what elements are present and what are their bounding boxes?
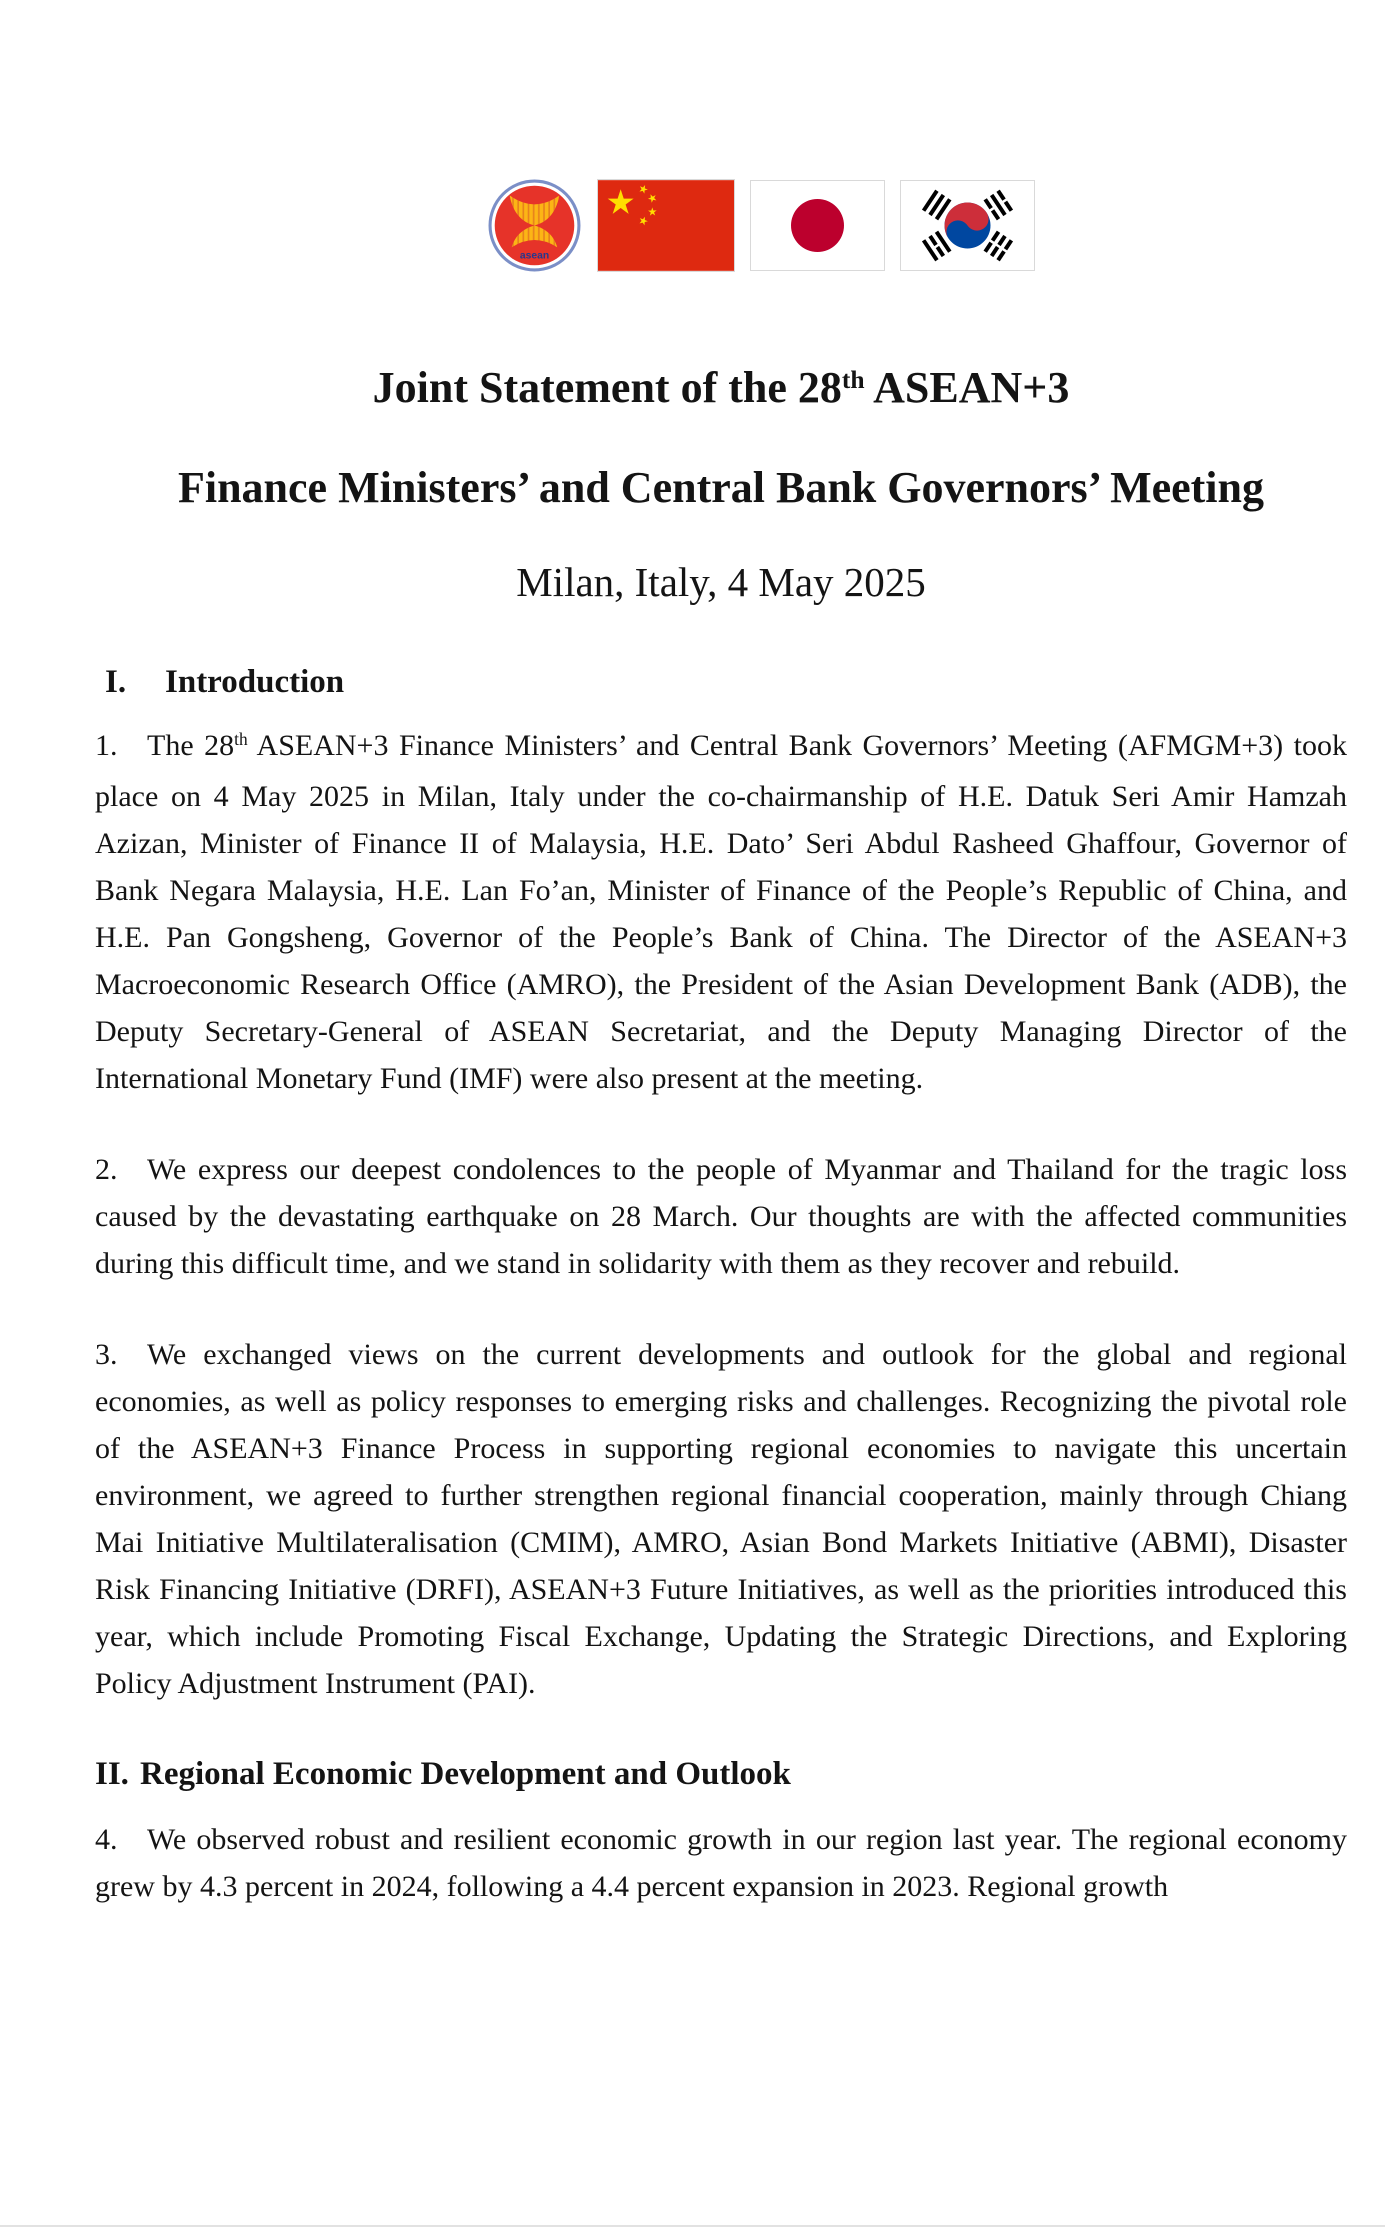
section-heading-regional-economic — [95, 1751, 1347, 1798]
japan-flag-icon — [751, 181, 884, 270]
section-heading-introduction — [95, 659, 1347, 706]
section-number: I. — [105, 664, 127, 700]
china-flag-icon — [598, 180, 734, 271]
document-date-location: Milan, Italy, 4 May 2025 — [516, 559, 926, 605]
document-title-line2: Finance Ministers’ and Central Bank Governors’ Meeting — [177, 463, 1265, 512]
paragraph-number: 1. — [95, 729, 118, 762]
paragraph-number: 3. — [95, 1338, 118, 1371]
document-page — [0, 180, 1385, 2228]
flags-row — [135, 180, 1385, 271]
paragraph-1: 1. The 28th ASEAN+3 Finance Ministers’ and Central Bank Governors’ Meeting (AFMGM+3) took place on 4 May 2025 in Milan, Italy under the co-chairmanship of H.E. Datuk Seri Amir Hamzah Azizan, Minister of Finance II of Malaysia, H.E. Dato’ Seri Abdul Rasheed Ghaffour, Governor of Bank Negara Malaysia, H.E. Lan Fo’an, Minister of Finance of the People’s Republic of China, and H.E. Pan Gongsheng, Governor of the People’s Bank of China. The Director of the ASEAN+3 Macroeconomic Research Office (AMRO), the President of the Asian Development Bank (ADB), the Deputy Secretary-General of ASEAN Secretariat, and the Deputy Managing Director of the International Monetary Fund (IMF) were also present at the meeting. — [95, 722, 1347, 1102]
section-title: Regional Economic Development and Outlook — [140, 1756, 791, 1792]
paragraph-4: 4. We observed robust and resilient economic growth in our region last year. The regional economy grew by 4.3 percent in 2024, following a 4.4 percent expansion in 2023. Regional growth — [95, 1816, 1347, 1910]
asean-emblem-label: asean — [519, 250, 550, 262]
paragraph-3: 3. We exchanged views on the current developments and outlook for the global and regional economies, as well as policy responses to emerging risks and challenges. Recognizing the pivotal role of the ASEAN+3 Finance Process in supporting regional economies to navigate this uncertain environment, we agreed to further strengthen regional financial cooperation, mainly through Chiang Mai Initiative Multilateralisation (CMIM), AMRO, Asian Bond Markets Initiative (ABMI), Disaster Risk Financing Initiative (DRFI), ASEAN+3 Future Initiatives, as well as the priorities introduced this year, which include Promoting Fiscal Exchange, Updating the Strategic Directions, and Exploring Policy Adjustment Instrument (PAI). — [95, 1331, 1347, 1707]
document-title-line1: Joint Statement of the 28th ASEAN+3 — [372, 363, 1070, 412]
paragraph-number: 4. — [95, 1823, 118, 1856]
asean-emblem-icon — [488, 179, 581, 272]
paragraph-2: 2. We express our deepest condolences to the people of Myanmar and Thailand for the tragic loss caused by the devastating earthquake on 28 March. Our thoughts are with the affected communities during this difficult time, and we stand in solidarity with them as they recover and rebuild. — [95, 1146, 1347, 1287]
south-korea-flag-icon — [901, 181, 1034, 270]
page-bottom-edge — [0, 2225, 1385, 2227]
superscript-th: th — [841, 364, 865, 394]
section-number: II. — [95, 1756, 129, 1792]
superscript-th: th — [234, 729, 248, 750]
document-title-block — [95, 341, 1347, 629]
paragraph-number: 2. — [95, 1153, 118, 1186]
section-title: Introduction — [165, 664, 345, 700]
